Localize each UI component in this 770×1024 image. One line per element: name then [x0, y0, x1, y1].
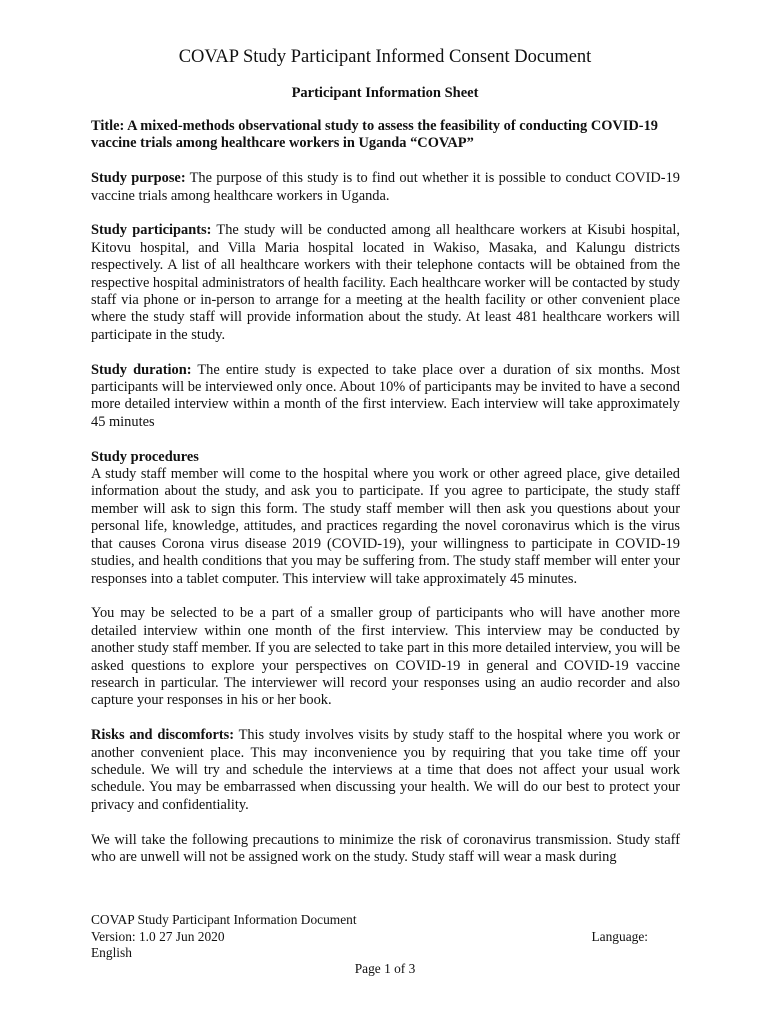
study-procedures-followup: You may be selected to be a part of a smaller group of participants who will have another more detailed interview within one month of the first interview. This interview may be conducted by another study staff member. If you are selected to take part in this more detailed interview, you will be asked questions to explore your perspectives on COVID-19 in general and COVID-19 vaccine research in particular. The interviewer will record your responses using an audio recorder and also capture your responses in his or her book. [91, 605, 680, 709]
study-duration-label: Study duration: [91, 361, 192, 378]
study-participants-label: Study participants: [91, 222, 212, 239]
risks-text: This study involves visits by study staff to the hospital where you work or another convenient place. This may inconvenience you by requiring that you take time off your schedule. We will try and schedule the interviews at a time that does not affect your usual work schedule. You may be embarrassed when discussing your health. We will do our best to protect your privacy and confidentiality. [91, 727, 680, 813]
page-footer [91, 912, 680, 962]
sheet-heading: Participant Information Sheet [291, 85, 479, 101]
study-title: Title: A mixed-methods observational study to assess the feasibility of conducting COVID-19 vaccine trials among healthcare workers in Uganda “COVAP” [91, 118, 658, 152]
risks-paragraph [91, 727, 680, 814]
footer-version: Version: 1.0 27 Jun 2020 [91, 928, 225, 944]
study-purpose-paragraph [91, 170, 680, 205]
precautions-paragraph: We will take the following precautions to minimize the risk of coronavirus transmission. Study staff who are unwell will not be assigned work on the study. Study staff will wear a mask during [91, 831, 680, 865]
study-purpose-text: The purpose of this study is to find out whether it is possible to conduct COVID-19 vaccine trials among healthcare workers in Uganda. [91, 170, 680, 204]
study-procedures-paragraph [91, 449, 680, 588]
footer-document-name: COVAP Study Participant Information Document [91, 912, 357, 927]
document-body [91, 118, 680, 884]
footer-language-value: English [91, 945, 132, 960]
study-participants-paragraph [91, 222, 680, 344]
study-procedures-heading: Study procedures [91, 448, 199, 465]
page-number: Page 1 of 3 [354, 961, 416, 976]
study-purpose-label: Study purpose: [91, 170, 186, 187]
study-participants-text: The study will be conducted among all healthcare workers at Kisubi hospital, Kitovu hospital, and Villa Maria hospital located in Wakiso, Masaka, and Kalungu districts respectively. A list of all healthcare workers with their telephone contacts will be obtained from the respective hospital administrators of health facility. Each healthcare worker will be contacted by study staff via phone or in-person to arrange for a meeting at the health facility or other convenient place where the study staff will provide information about the study. At least 481 healthcare workers will participate in the study. [91, 222, 680, 343]
study-duration-text: The entire study is expected to take place over a duration of six months. Most participants will be interviewed only once. About 10% of participants may be invited to have a second more detailed interview within a month of the first interview. Each interview will take approximately 45 minutes [91, 361, 680, 430]
study-procedures-text: A study staff member will come to the hospital where you work or other agreed place, give detailed information about the study, and ask you to participate. If you agree to participate, the study staff member will ask to sign this form. The study staff member will then ask you questions about your personal life, knowledge, attitudes, and practices regarding the novel coronavirus which is the virus that causes Corona virus disease 2019 (COVID-19), your willingness to participate in COVID-19 studies, and health conditions that you may be suffering from. The study staff member will enter your responses into a tablet computer. This interview will take approximately 45 minutes. [91, 466, 680, 587]
study-duration-paragraph [91, 362, 680, 432]
risks-label: Risks and discomforts: [91, 727, 235, 744]
footer-version-row [91, 929, 680, 946]
footer-language-label: Language: [591, 928, 648, 944]
document-header-title: COVAP Study Participant Informed Consent Document [178, 47, 592, 67]
